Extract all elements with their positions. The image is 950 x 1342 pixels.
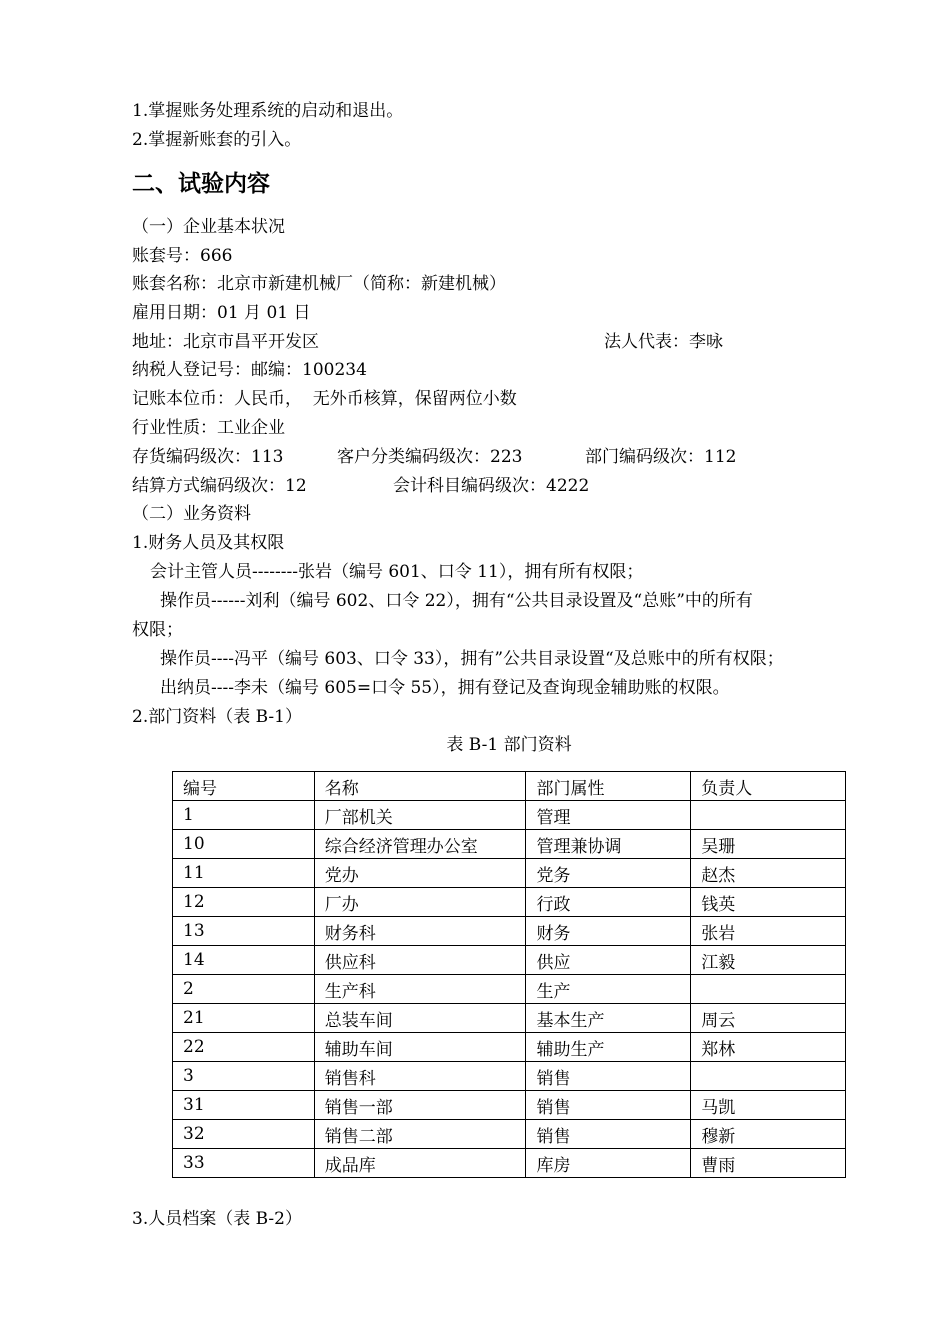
staff-line-2: 操作员------刘利（编号 602、口令 22），拥有“公共目录设置及“总账”中的所有 <box>160 591 753 611</box>
cell-code: 10 <box>173 830 315 859</box>
cell-name: 综合经济管理办公室 <box>314 830 526 859</box>
account-code-level: 会计科目编码级次：4222 <box>393 476 590 496</box>
header-attribute: 部门属性 <box>526 772 691 801</box>
cell-manager: 郑林 <box>691 1033 846 1062</box>
base-currency: 记账本位币：人民币， 无外币核算，保留两位小数 <box>132 389 517 409</box>
cell-code: 22 <box>173 1033 315 1062</box>
cell-name: 销售二部 <box>314 1120 526 1149</box>
cell-code: 12 <box>173 888 315 917</box>
table-row <box>173 1062 846 1091</box>
header-name: 名称 <box>314 772 526 801</box>
staff-title: 1.财务人员及其权限 <box>132 533 285 553</box>
header-code: 编号 <box>173 772 315 801</box>
cell-name: 党办 <box>314 859 526 888</box>
table-row <box>173 1120 846 1149</box>
cell-attribute: 销售 <box>526 1062 691 1091</box>
cell-code: 13 <box>173 917 315 946</box>
cell-attribute: 生产 <box>526 975 691 1004</box>
table-header-row <box>173 772 846 801</box>
staff-line-3: 操作员----冯平（编号 603、口令 33），拥有”公共目录设置“及总账中的所有权限； <box>160 649 784 669</box>
table-row <box>173 1004 846 1033</box>
table-row <box>173 859 846 888</box>
cell-attribute: 销售 <box>526 1091 691 1120</box>
table-row <box>173 946 846 975</box>
section-heading: 二、试验内容 <box>132 171 270 197</box>
cell-manager: 钱英 <box>691 888 846 917</box>
cell-attribute: 库房 <box>526 1149 691 1178</box>
cell-manager <box>691 801 846 830</box>
objective-1: 1.掌握账务处理系统的启动和退出。 <box>132 101 404 121</box>
customer-code-level: 客户分类编码级次：223 <box>337 447 523 467</box>
cell-name: 总装车间 <box>314 1004 526 1033</box>
staff-line-1: 会计主管人员--------张岩（编号 601、口令 11），拥有所有权限； <box>150 562 644 582</box>
business-subtitle: （二）业务资料 <box>132 504 251 524</box>
cell-attribute: 行政 <box>526 888 691 917</box>
table-caption: 表 B-1 部门资料 <box>446 735 572 755</box>
dept-code-level: 部门编码级次：112 <box>585 447 737 467</box>
cell-attribute: 基本生产 <box>526 1004 691 1033</box>
cell-attribute: 财务 <box>526 917 691 946</box>
cell-attribute: 销售 <box>526 1120 691 1149</box>
settlement-code-level: 结算方式编码级次：12 <box>132 476 307 496</box>
cell-attribute: 管理兼协调 <box>526 830 691 859</box>
cell-attribute: 辅助生产 <box>526 1033 691 1062</box>
table-row <box>173 1091 846 1120</box>
cell-code: 31 <box>173 1091 315 1120</box>
cell-attribute: 党务 <box>526 859 691 888</box>
cell-name: 销售一部 <box>314 1091 526 1120</box>
table-row <box>173 888 846 917</box>
cell-code: 32 <box>173 1120 315 1149</box>
table-row <box>173 830 846 859</box>
tax-id: 纳税人登记号：邮编：100234 <box>132 360 367 380</box>
dept-title: 2.部门资料（表 B-1） <box>132 707 302 727</box>
cell-name: 厂办 <box>314 888 526 917</box>
cell-name: 供应科 <box>314 946 526 975</box>
cell-manager <box>691 1062 846 1091</box>
inventory-code-level: 存货编码级次：113 <box>132 447 284 467</box>
cell-manager <box>691 975 846 1004</box>
account-number: 账套号：666 <box>132 246 233 266</box>
cell-manager: 吴珊 <box>691 830 846 859</box>
staff-line-2-cont: 权限； <box>132 620 183 640</box>
cell-code: 21 <box>173 1004 315 1033</box>
header-manager: 负责人 <box>691 772 846 801</box>
account-name: 账套名称：北京市新建机械厂（简称：新建机械） <box>132 274 506 294</box>
cell-manager: 江毅 <box>691 946 846 975</box>
cell-code: 1 <box>173 801 315 830</box>
cell-code: 2 <box>173 975 315 1004</box>
staff-line-4: 出纳员----李未（编号 605=口令 55），拥有登记及查询现金辅助账的权限。 <box>160 678 730 698</box>
cell-manager: 曹雨 <box>691 1149 846 1178</box>
objective-2: 2.掌握新账套的引入。 <box>132 130 302 150</box>
cell-code: 11 <box>173 859 315 888</box>
cell-name: 财务科 <box>314 917 526 946</box>
people-title: 3.人员档案（表 B-2） <box>132 1209 302 1229</box>
cell-name: 成品库 <box>314 1149 526 1178</box>
cell-code: 14 <box>173 946 315 975</box>
enable-date: 雇用日期：01 月 01 日 <box>132 303 311 323</box>
table-row <box>173 917 846 946</box>
cell-attribute: 管理 <box>526 801 691 830</box>
company-subtitle: （一）企业基本状况 <box>132 217 285 237</box>
cell-manager: 张岩 <box>691 917 846 946</box>
cell-manager: 穆新 <box>691 1120 846 1149</box>
cell-code: 3 <box>173 1062 315 1091</box>
cell-name: 辅助车间 <box>314 1033 526 1062</box>
cell-manager: 马凯 <box>691 1091 846 1120</box>
cell-name: 厂部机关 <box>314 801 526 830</box>
cell-attribute: 供应 <box>526 946 691 975</box>
table-row <box>173 975 846 1004</box>
address: 地址：北京市昌平开发区 <box>132 332 319 352</box>
cell-name: 生产科 <box>314 975 526 1004</box>
table-row <box>173 801 846 830</box>
legal-representative: 法人代表：李咏 <box>604 332 723 352</box>
cell-name: 销售科 <box>314 1062 526 1091</box>
cell-code: 33 <box>173 1149 315 1178</box>
table-row <box>173 1033 846 1062</box>
cell-manager: 周云 <box>691 1004 846 1033</box>
cell-manager: 赵杰 <box>691 859 846 888</box>
industry: 行业性质：工业企业 <box>132 418 285 438</box>
department-table <box>172 771 846 1178</box>
table-row <box>173 1149 846 1178</box>
